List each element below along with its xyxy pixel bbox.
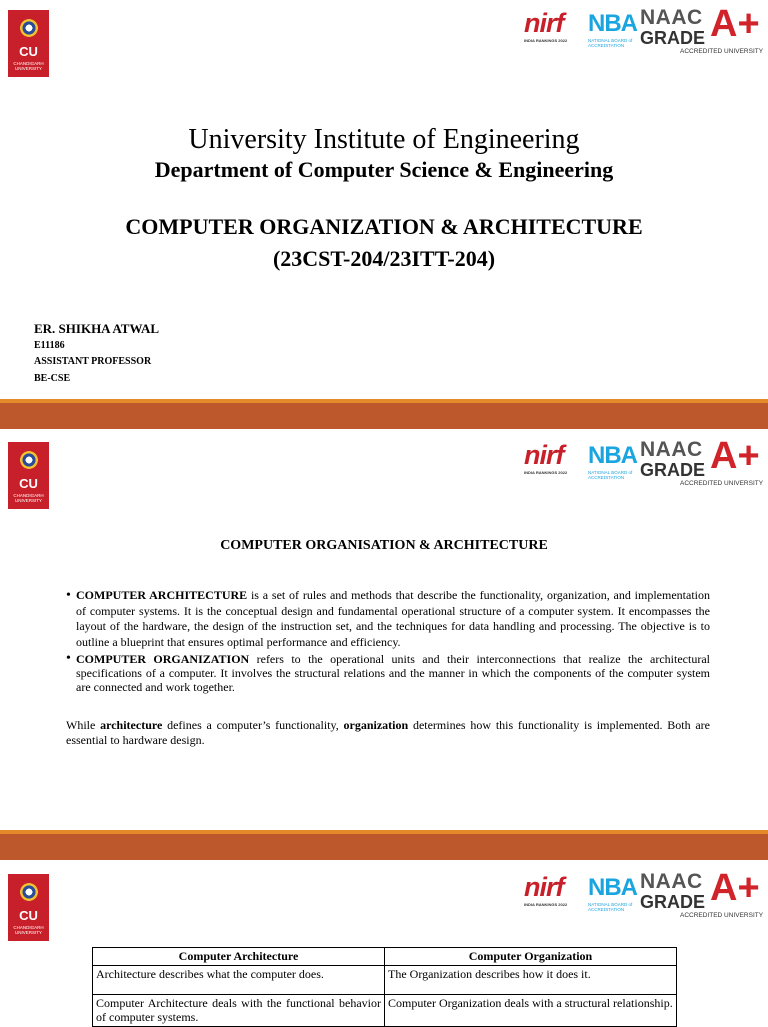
nirf-logo [524,8,582,54]
naac-grade: A+ [710,435,760,477]
naac-grade-word: GRADE [640,460,706,480]
naac-grade: A+ [710,3,760,45]
naac-accredited: ACCREDITED UNIVERSITY [680,48,764,55]
comparison-table [92,947,677,1027]
nba-logo [588,10,637,54]
footer-band [0,399,768,429]
logo-text: CU [19,476,38,491]
logo-subtext: CHANDIGARH UNIVERSITY [13,61,44,71]
naac-word: NAAC [640,6,703,29]
summary-text: defines a computer’s functionality, [162,718,344,732]
naac-word: NAAC [640,870,703,893]
university-emblem-icon [16,879,42,905]
nirf-word: nirf [524,8,564,38]
naac-word: NAAC [640,438,703,461]
naac-logo [640,435,764,488]
logo-text: CU [19,908,38,923]
naac-grade: A+ [710,867,760,909]
university-emblem-icon [16,447,42,473]
accreditation-badges [524,867,764,922]
table-row [93,965,677,994]
column-header: Computer Organization [385,948,677,966]
nba-logo [588,442,637,486]
bullet-term: COMPUTER ARCHITECTURE [76,588,248,602]
nirf-subtext: INDIA RANKINGS 2022 [524,902,568,907]
table-cell: Computer Architecture deals with the functional behavior of computer systems. [93,994,385,1026]
summary-text: While [66,718,101,732]
nirf-word: nirf [524,872,564,902]
list-item [66,588,710,650]
table-cell: Architecture describes what the computer does. [93,965,385,994]
naac-logo [640,867,764,920]
naac-grade-word: GRADE [640,28,706,48]
cu-logo [8,442,49,509]
course-code: (23CST-204/23ITT-204) [272,246,496,271]
slide-1 [0,0,768,432]
naac-grade-word: GRADE [640,892,706,912]
university-emblem-icon [16,15,42,41]
nba-subtext: NATIONAL BOARD of ACCREDITATION [588,470,633,480]
naac-accredited: ACCREDITED UNIVERSITY [680,480,764,487]
definition-list [66,588,710,696]
logo-subtext: CHANDIGARH UNIVERSITY [13,493,44,503]
summary-bold: organization [343,718,409,732]
bullet-term: COMPUTER ORGANIZATION [76,652,250,666]
nirf-subtext: INDIA RANKINGS 2022 [524,470,568,475]
nba-logo [588,874,637,918]
cu-logo [8,10,49,77]
course-title: COMPUTER ORGANIZATION & ARCHITECTURE [125,214,643,239]
slide-title: COMPUTER ORGANISATION & ARCHITECTURE [220,538,548,553]
table-cell: The Organization describes how it does it. [385,965,677,994]
nirf-logo [524,872,582,918]
nirf-logo [524,440,582,486]
cu-logo [8,874,49,941]
nba-word: NBA [588,874,637,901]
nba-subtext: NATIONAL BOARD of ACCREDITATION [588,38,633,48]
naac-accredited: ACCREDITED UNIVERSITY [680,912,764,919]
list-item [66,652,710,694]
faculty-dept: BE-CSE [34,373,71,384]
summary-bold: architecture [100,718,163,732]
faculty-designation: ASSISTANT PROFESSOR [34,356,152,367]
nba-word: NBA [588,442,637,469]
nirf-subtext: INDIA RANKINGS 2022 [524,38,568,43]
table-row [93,994,677,1026]
table-header-row [93,948,677,966]
faculty-name: ER. SHIKHA ATWAL [34,321,160,336]
column-header: Computer Architecture [93,948,385,966]
nba-word: NBA [588,10,637,37]
nba-subtext: NATIONAL BOARD of ACCREDITATION [588,902,633,912]
footer-band [0,830,768,860]
naac-logo [640,3,764,56]
table-cell: Computer Organization deals with a structural relationship. [385,994,677,1026]
bullet-text: is a set of rules and methods that describe the functionality, organization, and implementation of computer systems. It is the conceptual design and fundamental operational structure of a computer system. It encompasses the layout of the hardware, the design of the instruction set, and the techniques for data handling and processing. The objective is to outline a blueprint that ensures optimal performance and efficiency. [76,588,710,649]
accreditation-badges [524,435,764,490]
bullet-text: refers to the operational units and their interconnections that realize the architectural specifications of a computer. It involves the structural relations and the manner in which the components of the computer system are connected and work together. [76,652,710,694]
department-title: Department of Computer Science & Engineering [154,157,614,182]
accreditation-badges [524,3,764,58]
slide-2 [0,432,768,864]
faculty-id: E11186 [34,340,65,351]
institute-title: University Institute of Engineering [188,124,580,155]
logo-text: CU [19,44,38,59]
summary-paragraph [66,718,710,747]
nirf-word: nirf [524,440,564,470]
logo-subtext: CHANDIGARH UNIVERSITY [13,925,44,935]
summary-text: determines how this functionality is implemented. Both are essential to hardware design. [66,718,711,747]
